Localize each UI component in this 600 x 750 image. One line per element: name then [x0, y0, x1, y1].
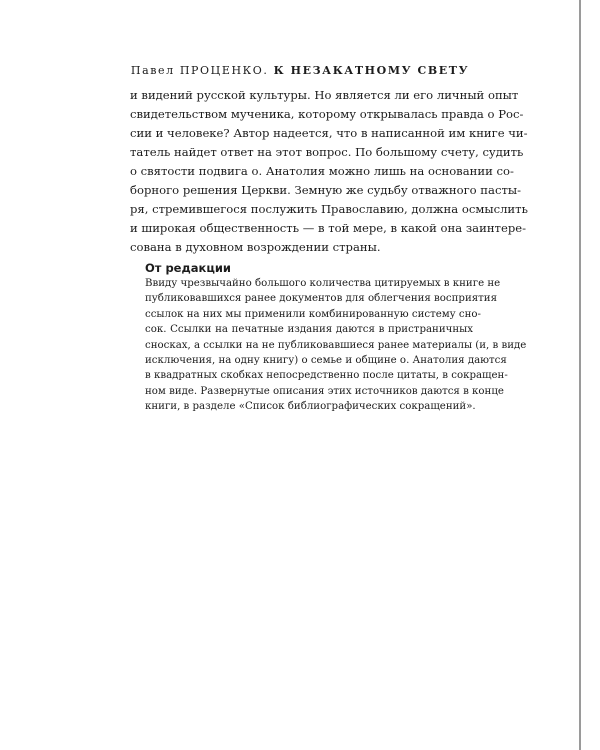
- body-line: сии и человеке? Автор надеется, что в написанной им книге чи-: [130, 126, 528, 140]
- editorial-line: Ввиду чрезвычайно большого количества цитируемых в книге не: [145, 278, 501, 289]
- body-line: ря, стремившегося послужить Православию, должна осмыслить: [130, 202, 528, 216]
- body-paragraph: [130, 86, 528, 257]
- body-line: и видений русской культуры. Но является ли его личный опыт: [130, 88, 519, 102]
- editorial-text: [145, 276, 527, 415]
- page-edge-line: [579, 0, 581, 750]
- editorial-line: ссылок на них мы применили комбинированную систему сно-: [145, 308, 481, 320]
- editorial-line: публиковавшихся ранее документов для облегчения восприятия: [145, 293, 498, 305]
- editorial-line: в квадратных скобках непосредственно после цитаты, в сокращен-: [145, 370, 508, 382]
- body-line: свидетельством мученика, которому открывалась правда о Рос-: [130, 107, 524, 121]
- body-line: о святости подвига о. Анатолия можно лишь на основании со-: [130, 164, 514, 178]
- body-line: и широкая общественность — в той мере, в какой она заинтере-: [130, 221, 527, 235]
- running-head-author: Павел ПРОЦЕНКО.: [130, 64, 269, 77]
- editorial-heading: От редакции: [145, 261, 231, 275]
- editorial-line: книги, в разделе «Список библиографических сокращений».: [145, 401, 476, 413]
- editorial-line: сносках, а ссылки на не публиковавшиеся ранее материалы (и, в виде: [145, 339, 527, 351]
- body-line: борного решения Церкви. Земную же судьбу отважного пасты-: [130, 183, 522, 197]
- editorial-line: сок. Ссылки на печатные издания даются в пристраничных: [145, 324, 473, 336]
- editorial-note: [145, 260, 527, 415]
- editorial-line: ном виде. Развернутые описания этих источников даются в конце: [145, 385, 504, 397]
- running-head: [130, 64, 470, 77]
- editorial-line: исключения, на одну книгу) о семье и общине о. Анатолия даются: [145, 355, 507, 367]
- body-line: татель найдет ответ на этот вопрос. По большому счету, судить: [130, 145, 524, 159]
- body-line: сована в духовном возрождении страны.: [130, 240, 381, 254]
- running-head-title: К НЕЗАКАТНОМУ СВЕТУ: [273, 64, 470, 77]
